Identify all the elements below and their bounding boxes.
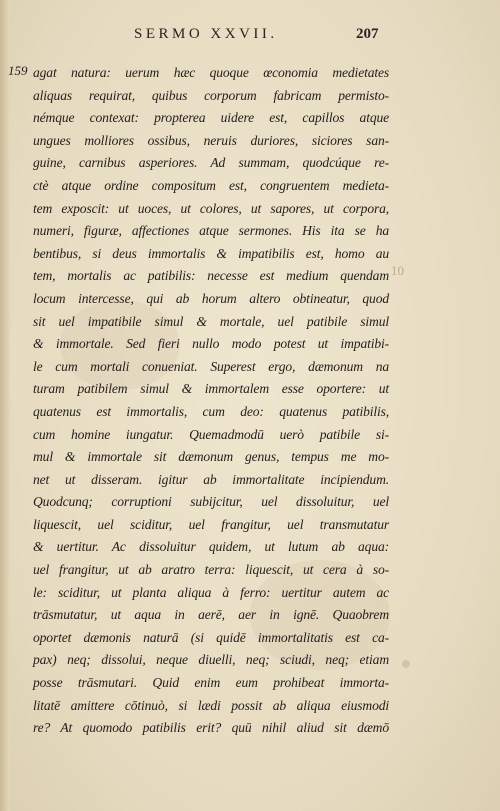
text-line: oportet dæmonis naturā (si quidē immortalitatis est ca-: [33, 629, 389, 645]
show-through-mark: [402, 660, 410, 668]
text-line: trāsmutatur, ut aqua in aerē, aer in ignē. Quaobrem: [33, 607, 389, 623]
text-line: uel frangitur, ut ab aratro terra: liquescit, ut cera à so-: [33, 562, 389, 578]
text-line: & uertitur. Ac dissoluitur quidem, ut lutum ab aqua:: [33, 539, 389, 555]
text-line: Quodcunq; corruptioni subijcitur, uel dissoluitur, uel: [33, 494, 389, 510]
text-line: aliquas requirat, quibus corporum fabricam permisto-: [33, 87, 389, 103]
text-line: posse trāsmutari. Quid enim eum prohibeat immorta-: [33, 675, 389, 691]
text-line: bentibus, si deus immortalis & impatibilis est, homo au: [33, 245, 389, 261]
text-line: le: sciditur, ut planta aliqua à ferro: uertitur autem ac: [33, 584, 389, 600]
text-line: litatē amittere cōtinuò, si lædi possit ab aliqua eiusmodi: [33, 697, 389, 713]
text-line: locum intercesse, qui ab horum altero obtineatur, quod: [33, 290, 389, 306]
page-header: [0, 26, 500, 48]
text-line: cum homine iungatur. Quemadmodū uerò patibile si-: [33, 426, 389, 442]
text-line: turam patibilem simul & immortalem esse oportere: ut: [33, 381, 389, 397]
text-line: guine, carnibus asperiores. Ad summam, quodcúque re-: [33, 155, 389, 171]
running-title: SERMO XXVII.: [134, 26, 278, 42]
text-line: tem exposcit: ut uoces, ut colores, ut sapores, ut corpora,: [33, 200, 389, 216]
body-text: [33, 62, 389, 740]
text-line: re? At quomodo patibilis erit? quū nihil aliud sit dæmō: [33, 720, 389, 736]
text-line: sit uel impatibile simul & mortale, uel patibile simul: [33, 313, 389, 329]
text-line: ungues molliores ossibus, neruis duriores, siciores san-: [33, 132, 389, 148]
text-line: pax) neq; dissolui, neque diuelli, neq; sciudi, neq; etiam: [33, 652, 389, 668]
text-line: & immortale. Sed fieri nullo modo potest ut impatibi-: [33, 336, 389, 352]
page-gutter-edge: [0, 0, 10, 811]
text-line: agat natura: uerum hæc quoque œconomia medietates: [33, 65, 389, 80]
text-line: numeri, figuræ, affectiones atque sermones. His ita se ha: [33, 223, 389, 239]
show-through-number: 10: [391, 263, 404, 278]
text-line: mul & immortale sit dæmonum genus, tempus me mo-: [33, 449, 389, 465]
page-number: 207: [356, 26, 379, 42]
margin-line-number: 159: [8, 63, 28, 78]
text-line: ctè atque ordine compositum est, congruentem medieta-: [33, 177, 389, 193]
text-line: némque contexat: propterea uidere est, capillos atque: [33, 110, 389, 126]
text-line: quatenus est immortalis, cum deo: quatenus patibilis,: [33, 403, 389, 419]
text-line: tem, mortalis ac patibilis: necesse est medium quendam: [33, 268, 389, 284]
text-line: net ut disseram. igitur ab immortalitate incipiendum.: [33, 471, 389, 487]
text-line: le cum mortali conueniat. Superest ergo, dæmonum na: [33, 358, 389, 374]
text-line: liquescit, uel sciditur, uel frangitur, uel transmutatur: [33, 516, 389, 532]
